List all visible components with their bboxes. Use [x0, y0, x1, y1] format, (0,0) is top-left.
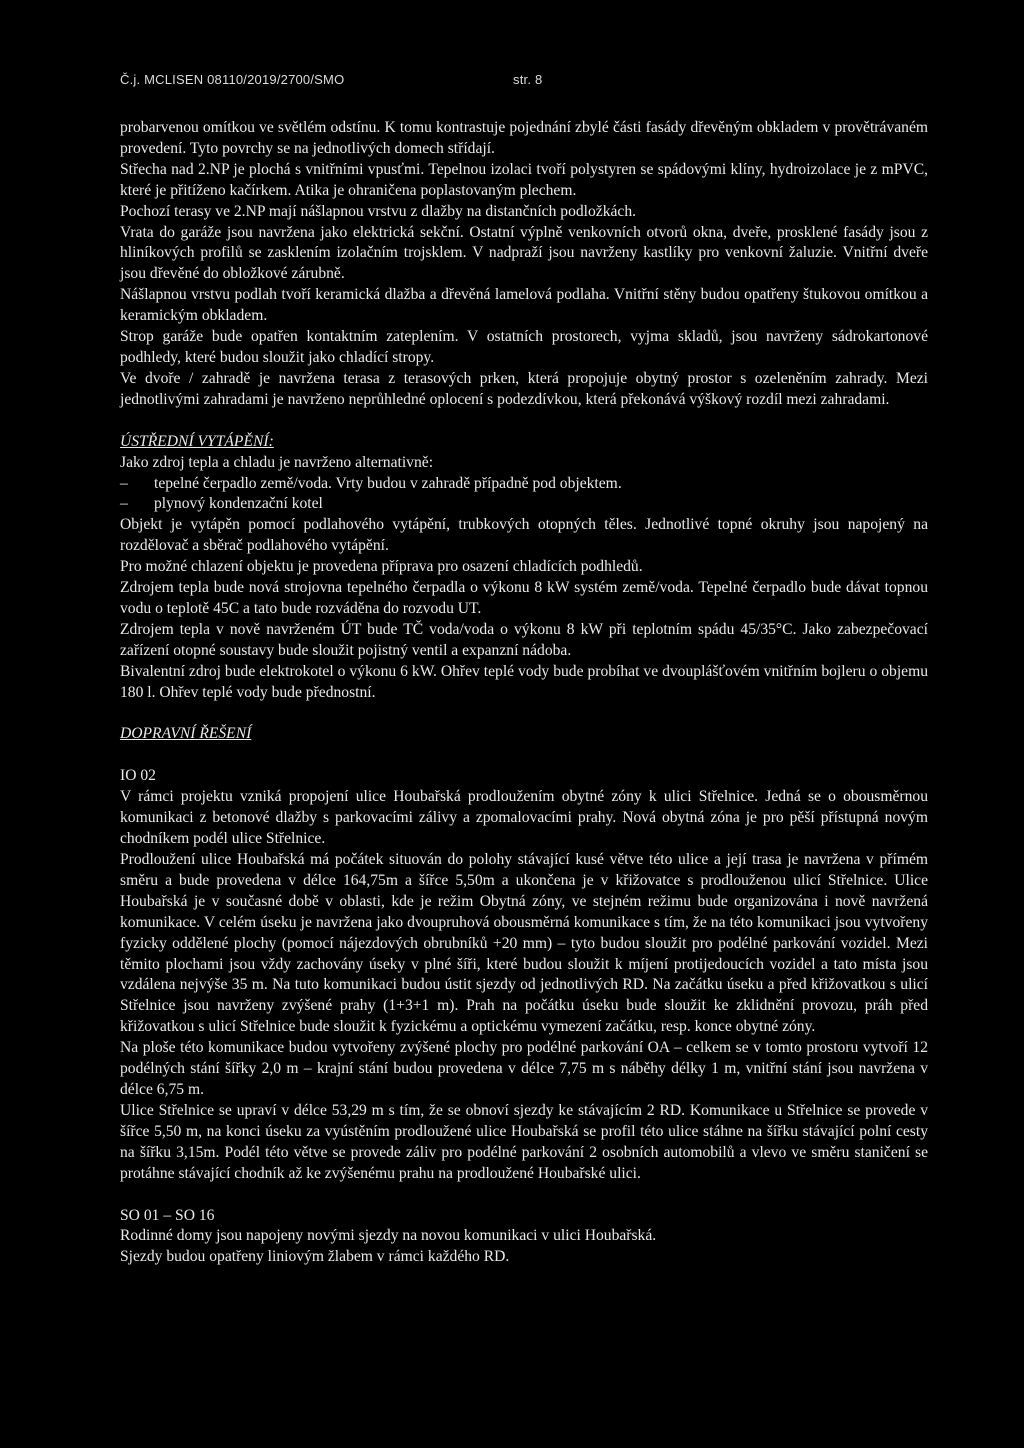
subsection-heading: SO 01 – SO 16	[120, 1206, 215, 1224]
paragraph: Ulice Střelnice se upraví v délce 53,29 m s tím, že se obnoví sjezdy ke stávajícím 2 RD. Komunikace u Střelnice se provede v šířce 5,50 m, na konci úseku za vyústěním prodloužené ulice Houbařská se profil této ulice stáhne na šířku stávající polní cesty na šířku 3,15m. Podél této větve se provede záliv pro podélné parkování 2 osobních automobilů a vlevo ve směru staničení se protáhne stávající chodník až ke zvýšenému prahu na prodloužené Houbařské ulici.	[120, 1101, 928, 1182]
paragraph: Zdrojem tepla v nově navrženém ÚT bude TČ voda/voda o výkonu 8 kW při teplotním spádu 45/35°C. Jako zabezpečovací zařízení otopné soustavy bude sloužit pojistný ventil a expanzní nádoba.	[120, 620, 928, 659]
list-item: – plynový kondenzační kotel	[120, 494, 928, 515]
paragraph: Rodinné domy jsou napojeny novými sjezdy na novou komunikaci v ulici Houbařská.	[120, 1227, 657, 1245]
paragraph: Ve dvoře / zahradě je navržena terasa z terasových prken, která propojuje obytný prostor s ozeleněním zahrady. Mezi jednotlivými zahradami je navrženo neprůhledné oplocení s podezdívkou, která překonává výškový rozdíl mezi zahradami.	[120, 369, 928, 408]
document-reference: Č.j. MCLISEN 08110/2019/2700/SMO	[120, 72, 345, 87]
paragraph: Na ploše této komunikace budou vytvořeny zvýšené plochy pro podélné parkování OA – celkem se v tomto prostoru vytvoří 12 podélných stání šířky 2,0 m – krajní stání budou provedena v délce 7,75 m s náběhy délky 1 m, vnitřní stání jsou navržena v délce 6,75 m.	[120, 1039, 928, 1098]
transport-section	[120, 724, 928, 1184]
paragraph: Jako zdroj tepla a chladu je navrženo alternativně:	[120, 453, 434, 471]
paragraph: Bivalentní zdroj bude elektrokotel o výkonu 6 kW. Ohřev teplé vody bude probíhat ve dvouplášťovém vnitřním bojleru o objemu 180 l. Ohřev teplé vody bude přednostní.	[120, 662, 928, 701]
paragraph: Pro možné chlazení objektu je provedena příprava pro osazení chladících podhledů.	[120, 558, 643, 576]
paragraph: Zdrojem tepla bude nová strojovna tepelného čerpadla o výkonu 8 kW systém země/voda. Tepelné čerpadlo bude dávat topnou vodu o teplotě 45C a tato bude rozváděna do rozvodu UT.	[120, 579, 928, 617]
list-item: – tepelné čerpadlo země/voda. Vrty budou v zahradě případně pod objektem.	[120, 474, 928, 495]
paragraph: Vrata do garáže jsou navržena jako elektrická sekční. Ostatní výplně venkovních otvorů okna, dveře, prosklené fasády jsou z hliníkových profilů se zasklením izolačním trojsklem. V nadpraží jsou navrženy kastlíky pro venkovní žaluzie. Vnitřní dveře jsou dřevěné do obložkové zárubně.	[120, 223, 928, 283]
document-body	[120, 118, 928, 1268]
paragraph: probarvenou omítkou ve světlém odstínu. K tomu kontrastuje pojednání zbylé části fasády dřevěným obkladem v provětrávaném provedení. Tyto povrchy se na jednotlivých domech střídají.	[120, 119, 928, 157]
page-header	[120, 72, 560, 87]
subsection-heading: IO 02	[120, 767, 156, 785]
paragraph: Střecha nad 2.NP je plochá s vnitřními vpusťmi. Tepelnou izolaci tvoří polystyren se spádovými klíny, hydroizolace je z mPVC, které je přitíženo kačírkem. Atika je ohraničena poplastovaným plechem.	[120, 160, 928, 199]
paragraph: Sjezdy budou opatřeny liniovým žlabem v rámci každého RD.	[120, 1248, 510, 1266]
facade-section	[120, 118, 928, 411]
paragraph: Nášlapnou vrstvu podlah tvoří keramická dlažba a dřevěná lamelová podlaha. Vnitřní stěny budou opatřeny štukovou omítkou a keramickým obkladem.	[120, 286, 928, 325]
paragraph: Prodloužení ulice Houbařská má počátek situován do polohy stávající kusé větve této ulice a její trasa je navržena v přímém směru a bude provedena v délce 164,75m a šířce 5,50m a ukončena je v křižovatce s prodlouženou ulicí Střelnice. Ulice Houbařská je v současné době v oblasti, kde je režim Obytná zóny, ve stejném režimu bude organizována i nově navržená komunikace. V celém úseku je navržena jako dvoupruhová obousměrná komunikace s tím, že na této komunikaci jsou vytvořeny fyzicky oddělené plochy (pomocí nájezdových obrubníků +20 mm) – tyto budou sloužit pro podélné parkování vozidel. Mezi těmito plochami jsou vždy zachovány úseky v plné šíři, které budou sloužit k míjení protijedoucích vozidel a tato místa jsou vzdálena nejvýše 35 m. Na tuto komunikaci budou ústit sjezdy od jednotlivých RD. Na začátku úseku a před křižovatkou s ulicí Střelnice jsou navrženy zvýšené prahy (1+3+1 m). Prah na počátku úseku bude sloužit ke zklidnění provozu, práh před křižovatkou s ulicí Střelnice bude sloužit k fyzickému a optickému vymezení začátku, resp. konce obytné zóny.	[120, 851, 928, 1036]
heating-section	[120, 432, 928, 704]
page-number: str. 8	[513, 72, 543, 87]
paragraph: Objekt je vytápěn pomocí podlahového vytápění, trubkových otopných těles. Jednotlivé topné okruhy jsou napojený na rozdělovač a sběrač podlahového vytápění.	[120, 516, 928, 555]
section-heading: DOPRAVNÍ ŘEŠENÍ	[120, 725, 252, 743]
paragraph: Strop garáže bude opatřen kontaktním zateplením. V ostatních prostorech, vyjma skladů, jsou navrženy sádrokartonové podhledy, které budou sloužit jako chladící stropy.	[120, 328, 928, 366]
section-heading: ÚSTŘEDNÍ VYTÁPĚNÍ:	[120, 432, 274, 450]
driveways-section	[120, 1206, 928, 1269]
heat-source-list	[120, 474, 928, 516]
paragraph: V rámci projektu vzniká propojení ulice Houbařská prodloužením obytné zóny k ulici Střelnice. Jedná se o obousměrnou komunikaci z betonové dlažby s parkovacími zálivy a zpomalovacími prahy. Nová obytná zóna je pro pěší přístupná novým chodníkem podél ulice Střelnice.	[120, 788, 928, 848]
paragraph: Pochozí terasy ve 2.NP mají nášlapnou vrstvu z dlažby na distančních podložkách.	[120, 202, 637, 220]
